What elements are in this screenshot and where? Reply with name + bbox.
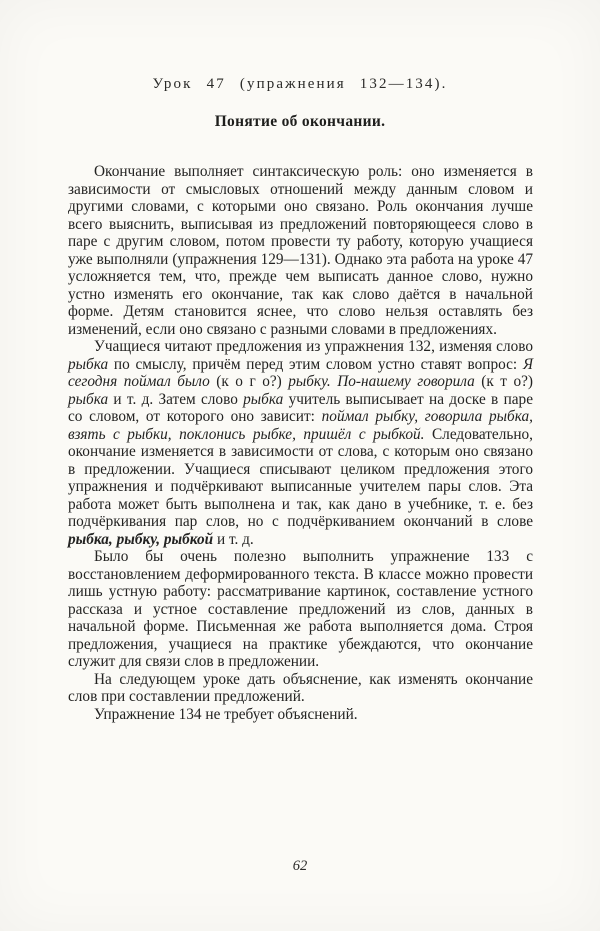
text-run: и т. д. <box>213 530 254 548</box>
text-run: рыбка, рыбку, рыбкой <box>68 530 214 548</box>
paragraph <box>68 338 533 548</box>
section-title: Понятие об окончании. <box>214 113 386 130</box>
text-run: и т. д. Затем слово <box>108 390 244 408</box>
text-run: учитель выписывает на доске в паре со словом, от которого оно зависит: <box>68 390 533 425</box>
text-run: Было бы очень полезно выполнить упражнение 133 с восстановлением деформированного текста. В классе можно провести лишь устную работу: рассматривание картинок, составление устного рассказа и устное составление предложений из слов, данных в начальной форме. Письменная же работа выполняется дома. Строя предложения, учащиеся на практике убеждаются, что окончание служит для связи слов в предложении. <box>68 548 533 670</box>
page-number: 62 <box>292 858 308 874</box>
lesson-title: Урок 47 (упражнения 132—134). <box>152 76 448 92</box>
text-run: рыбка <box>68 390 109 408</box>
text-run: Окончание выполняет синтаксическую роль: оно изменяется в зависимости от смысловых отношений между данным словом и другими словами, с которыми оно связано. Роль окончания лучше всего выяснить, выписывая из предложений повторяющееся слово в паре с другим словом, потом провести ту работу, которую учащиеся уже выполняли (упражнения 129—131). Однако эта работа на уроке 47 усложняется тем, что, прежде чем выписать данное слово, нужно устно изменять его окончание, так как слово даётся в начальной форме. Детям становится яснее, что слово нельзя оставлять без изменений, если оно связано с разными словами в предложениях. <box>68 163 533 338</box>
text-run: (к т о?) <box>474 373 533 390</box>
text-run: На следующем уроке дать объяснение, как изменять окончание слов при составлении предложений. <box>68 670 533 705</box>
text-run: Следовательно, окончание изменяется в зависимости от слова, с которым оно связано в предложении. Учащиеся списывают целиком предложения этого упражнения и подчёркивают выписанные учителем пары слов. Эта работа может быть выполнена и так, как дано в учебнике, т. е. без подчёркивания пар слов, но с подчёркиванием окончаний в слове <box>68 425 533 530</box>
paragraph <box>68 706 533 724</box>
text-run: по смыслу, причём перед этим словом устно ставят вопрос: <box>108 355 523 373</box>
text-run: Я сегодня поймал было <box>68 355 533 390</box>
text-run: рыбка <box>68 355 109 373</box>
paragraph <box>68 163 533 338</box>
text-run: Учащиеся читают предложения из упражнения 132, изменяя слово <box>94 338 533 355</box>
paragraph <box>68 548 533 671</box>
text-run: поймал рыбку, говорила рыбка, взять с рыбки, поклонись рыбке, пришёл с рыбкой. <box>68 408 533 443</box>
paragraph <box>68 671 533 706</box>
text-run: рыбку. По-нашему говорила <box>288 373 475 390</box>
text-run: рыбка <box>243 390 284 408</box>
body-text <box>68 163 533 723</box>
text-run: Упражнение 134 не требует объяснений. <box>94 705 358 723</box>
text-run: (к о г о?) <box>209 373 289 390</box>
